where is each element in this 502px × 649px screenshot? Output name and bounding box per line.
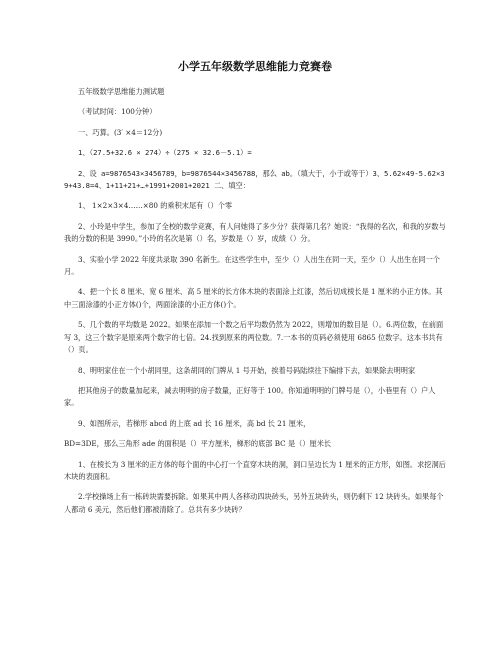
question-2-8-continued: 把其他房子的数量加起来，减去明明的房子数量，正好等于 100。你知道明明的门牌号是（），小巷里有（）户人家。 [64, 385, 436, 408]
question-2-1: 1、 1×2×3×4……×80 的乘积末尾有（）个零 [78, 201, 233, 211]
question-3-2: 2.学校操场上有一栋砖块需要拆除。如果其中两人各移动四块砖头，另外五块砖头，则仍剩下 12 块砖头。如果每个人都动 6 美元，然后他们都被清除了。总共有多少块砖？ [64, 492, 444, 514]
question-2-9-continued: BD=3DE，那么三角形 ade 的面积是（）平方厘米，梯形的底部 BC 是（）厘米长 [64, 439, 332, 449]
exam-time: （考试时间：100分钟） [78, 107, 157, 117]
question-1-1: 1、（27.5+32.6 × 274）÷（275 × 32.6－5.1）= [78, 148, 252, 158]
question-2-5: 5、几个数的平均数是 2022。如果在添加一个数之后平均数仍然为 2022，则增加的数目是（）。6.两位数，在前面写 3，这三个数字是原来两个数字的七倍。24.找到原来的两位数。7.一本书的页码必须使用 6865 位数字。这本书共有（）页。 [64, 320, 444, 355]
question-3-1: 1、在棱长为 3 厘米的正方体的每个面的中心打一个直穿木块的洞，洞口呈边长为 1 厘米的正方形，如图。求挖洞后木块的表面积。 [64, 459, 446, 481]
question-1-2: 2、设 a=9876543×3456789，b=9876544×3456788，那么 ab。（填大于，小于或等于）3、5.62×49-5.62×39+43.8=4、1+11+21+…+1991+2001+2021 二、填空： [64, 168, 445, 191]
subtitle: 五年级数学思维能力测试题 [78, 87, 165, 96]
question-2-8: 8、明明家住在一个小胡同里，这条胡同的门牌从 1 号开始，挨着号码陆续往下编排下去，如果除去明明家 [78, 365, 416, 375]
question-2-9: 9、如图所示，若梯形 abcd 的上底 ad 长 16 厘米，高 bd 长 21 厘米， [78, 418, 311, 428]
section-one-heading: 一、巧算。(3′ ×4＝12分) [78, 127, 163, 137]
question-2-3: 3、实验小学 2022 年度共录取 390 名新生。在这些学生中，至少（）人出生在同一天，至少（）人出生在同一个月。 [64, 254, 440, 277]
question-2-4: 4、把一个长 8 厘米、宽 6 厘米、高 5 厘米的长方体木块的表面涂上红漆，然后切成棱长是 1 厘米的小正方体。其中三面涂漆的小正方体()个，两面涂漆的小正方体()个。 [64, 287, 443, 309]
question-2-2: 2、小玲是中学生，参加了全校的数学竞赛，有人问她得了多少分？获得第几名？她说：“我得的名次，和我的岁数与我的分数的积是 3990。”小玲的名次是第（）名，岁数是（）岁，成绩（）分。 [64, 221, 446, 244]
page-title: 小学五年级数学思维能力竞赛卷 [178, 60, 332, 73]
